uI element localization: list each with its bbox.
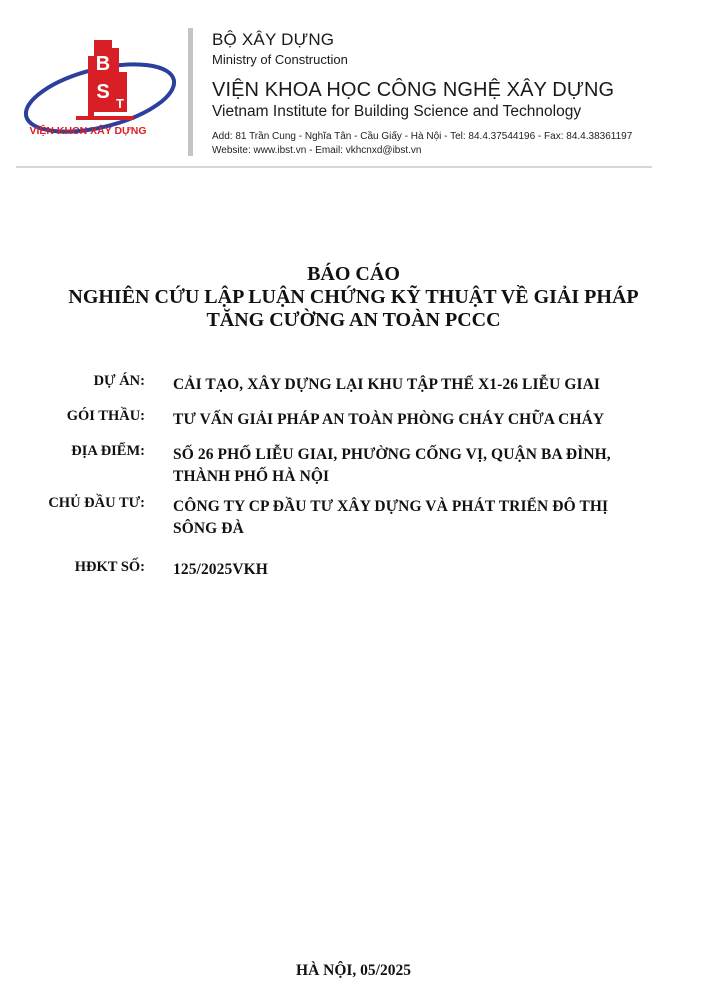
svg-text:S: S (96, 81, 110, 103)
ministry-name-en: Ministry of Construction (212, 52, 348, 67)
report-title: BÁO CÁO (307, 263, 400, 285)
contract-label: HĐKT SỐ: (74, 559, 145, 575)
location-value-line-2: THÀNH PHỐ HÀ NỘI (173, 468, 330, 485)
svg-text:B: B (95, 53, 111, 75)
institute-name-vn: VIỆN KHOA HỌC CÔNG NGHỆ XÂY DỰNG (212, 79, 615, 101)
ministry-name-vn: BỘ XÂY DỰNG (212, 30, 335, 49)
logo-text: VIỆN KHCN XÂY DỰNG (29, 125, 147, 137)
investor-value-line-2: SÔNG ĐÀ (173, 520, 244, 537)
investor-value-line-1: CÔNG TY CP ĐẦU TƯ XÂY DỰNG VÀ PHÁT TRIỂN ĐÔ THỊ (173, 498, 609, 515)
project-label: DỰ ÁN: (93, 373, 145, 389)
project-value: CẢI TẠO, XÂY DỰNG LẠI KHU TẬP THỂ X1-26 LIỄU GIAI (173, 376, 601, 393)
header-rule (16, 166, 652, 168)
report-subtitle-line-1: NGHIÊN CỨU LẬP LUẬN CHỨNG KỸ THUẬT VỀ GIẢI PHÁP (68, 286, 639, 308)
investor-label: CHỦ ĐẦU TƯ: (48, 495, 145, 511)
institute-name-en: Vietnam Institute for Building Science and Technology (212, 103, 582, 120)
svg-text:T: T (116, 96, 124, 111)
package-value: TƯ VẤN GIẢI PHÁP AN TOÀN PHÒNG CHÁY CHỮA CHÁY (173, 411, 605, 428)
header-divider (188, 28, 193, 156)
organization-block (212, 30, 632, 158)
location-value-line-1: SỐ 26 PHỐ LIỄU GIAI, PHƯỜNG CỐNG VỊ, QUẬN BA ĐÌNH, (173, 446, 611, 463)
location-label: ĐỊA ĐIỂM: (71, 443, 145, 459)
ibst-logo (20, 36, 180, 138)
place-date: HÀ NỘI, 05/2025 (296, 962, 411, 979)
website-email-line: Website: www.ibst.vn - Email: vkhcnxd@ibst.vn (212, 145, 422, 156)
package-label: GÓI THẦU: (66, 408, 145, 424)
address-line: Add: 81 Trần Cung - Nghĩa Tân - Cầu Giấy - Hà Nội - Tel: 84.4.37544196 - Fax: 84.4.38361197 (212, 131, 633, 142)
report-subtitle-line-2: TĂNG CƯỜNG AN TOÀN PCCC (206, 309, 501, 331)
contract-value: 125/2025VKH (173, 561, 268, 578)
